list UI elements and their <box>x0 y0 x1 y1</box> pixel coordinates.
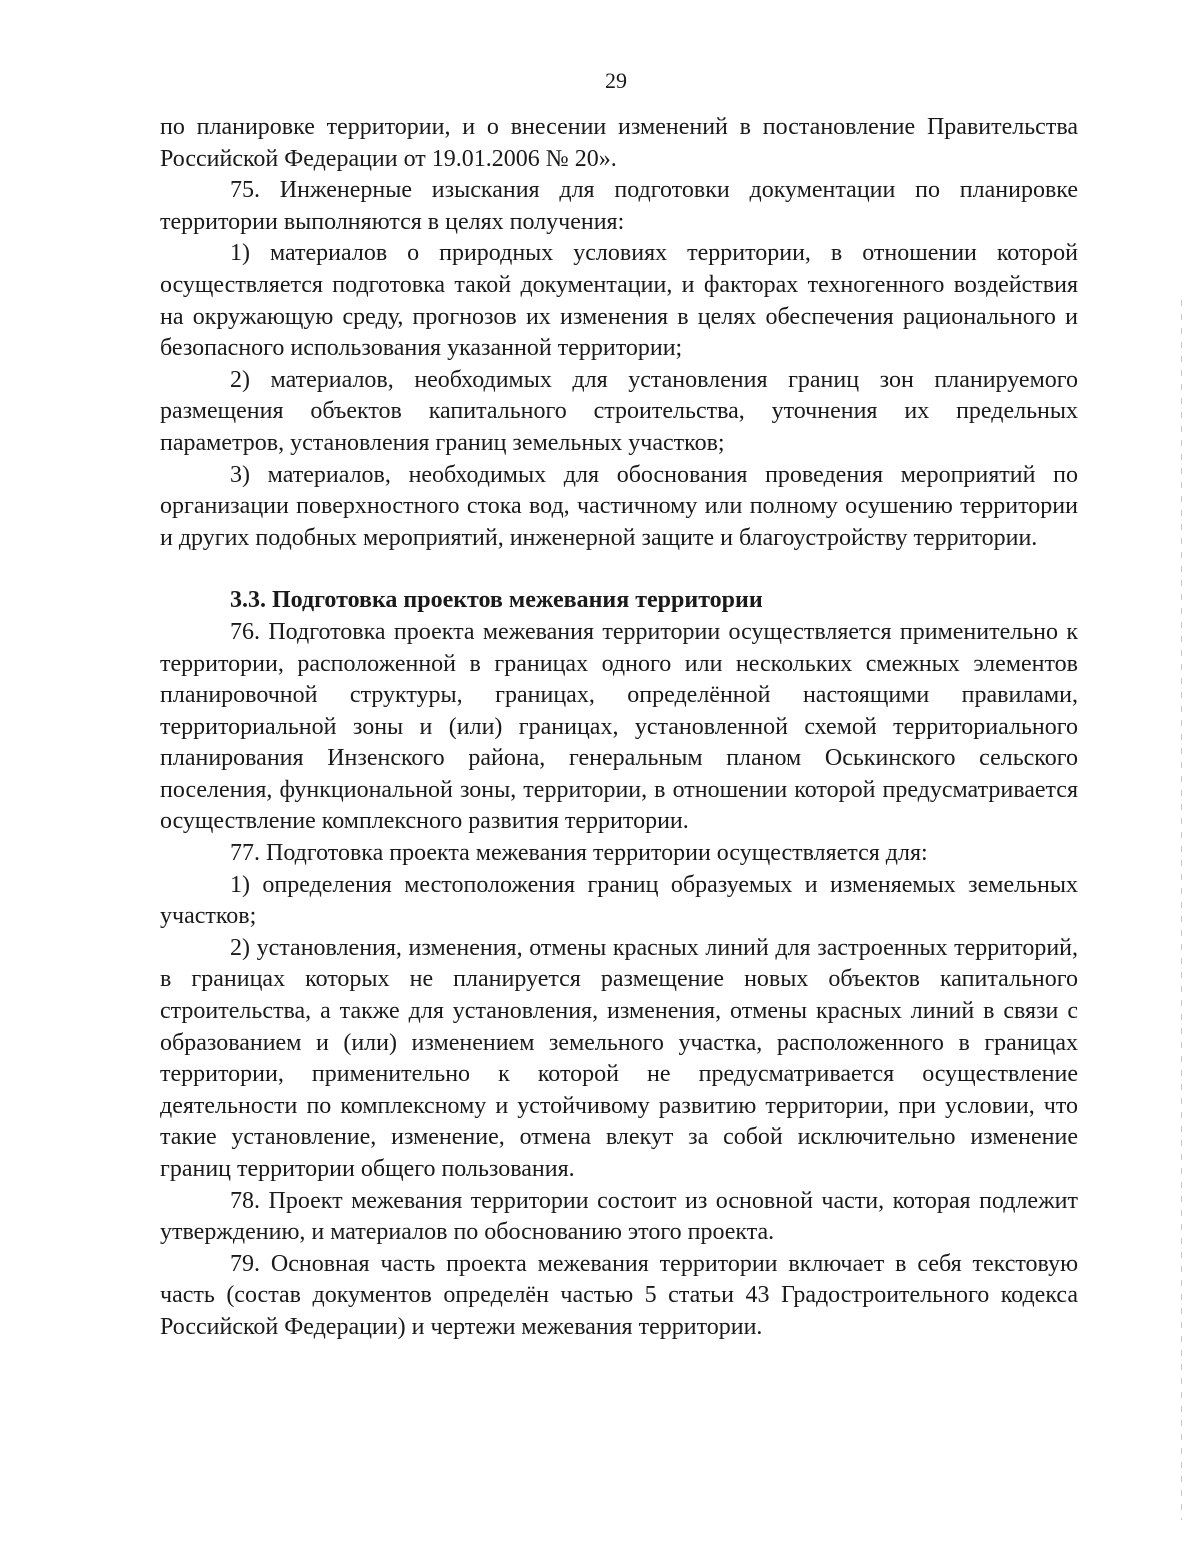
paragraph-78: 78. Проект межевания территории состоит из основной части, которая подлежит утверждению, и материалов по обоснованию этого проекта. <box>160 1187 1078 1246</box>
paragraph-76: 76. Подготовка проекта межевания территории осуществляется применительно к территории, расположенной в границах одного или нескольких смежных элементов планировочной структуры, границах, определённой настоящими правилами, территориальной зоны и (или) границах, установленной схемой территориального планирования Инзенского района, генеральным планом Оськинского сельского поселения, функциональной зоны, территории, в отношении которой предусматривается осуществление комплексного развития территории. <box>160 618 1078 835</box>
section-heading-3-3: 3.3. Подготовка проектов межевания территории <box>230 587 763 614</box>
paragraph-77-item-1: 1) определения местоположения границ образуемых и изменяемых земельных участков; <box>160 871 1078 930</box>
paragraph-75: 75. Инженерные изыскания для подготовки документации по планировке территории выполняются в целях получения: <box>160 177 1078 235</box>
paragraph-77: 77. Подготовка проекта межевания территории осуществляется для: <box>230 840 928 867</box>
paragraph-75-item-2: 2) материалов, необходимых для установления границ зон планируемого размещения объектов капитального строительства, уточнения их предельных параметров, установления границ земельных участков; <box>160 366 1078 456</box>
paragraph-75-item-1: 1) материалов о природных условиях территории, в отношении которой осуществляется подготовка такой документации, и факторах техногенного воздействия на окружающую среду, прогнозов их изменения в целях обеспечения рационального и безопасного использования указанной территории; <box>160 240 1078 362</box>
paragraph-79: 79. Основная часть проекта межевания территории включает в себя текстовую часть (состав документов определён частью 5 статьи 43 Градостроительного кодекса Российской Федерации) и чертежи межевания территории. <box>160 1250 1078 1340</box>
paragraph-continuation: по планировке территории, и о внесении изменений в постановление Правительства Российской Федерации от 19.01.2006 № 20». <box>160 114 1078 172</box>
page-number: 29 <box>605 68 627 93</box>
paragraph-77-item-2: 2) установления, изменения, отмены красных линий для застроенных территорий, в границах которых не планируется размещение новых объектов капитального строительства, а также для установления, изменения, отмены красных линий в связи с образованием и (или) изменением земельного участка, расположенного в границах территории, применительно к которой не предусматривается осуществление деятельности по комплексному и устойчивому развитию территории, при условии, что такие установление, изменение, отмена влекут за собой исключительно изменение границ территории общего пользования. <box>160 934 1078 1182</box>
document-body <box>160 112 1078 1344</box>
scan-edge-artifact <box>1181 300 1182 1520</box>
paragraph-75-item-3: 3) материалов, необходимых для обоснования проведения мероприятий по организации поверхностного стока вод, частичному или полному осушению территории и других подобных мероприятий, инженерной защите и благоустройству территории. <box>160 461 1078 551</box>
